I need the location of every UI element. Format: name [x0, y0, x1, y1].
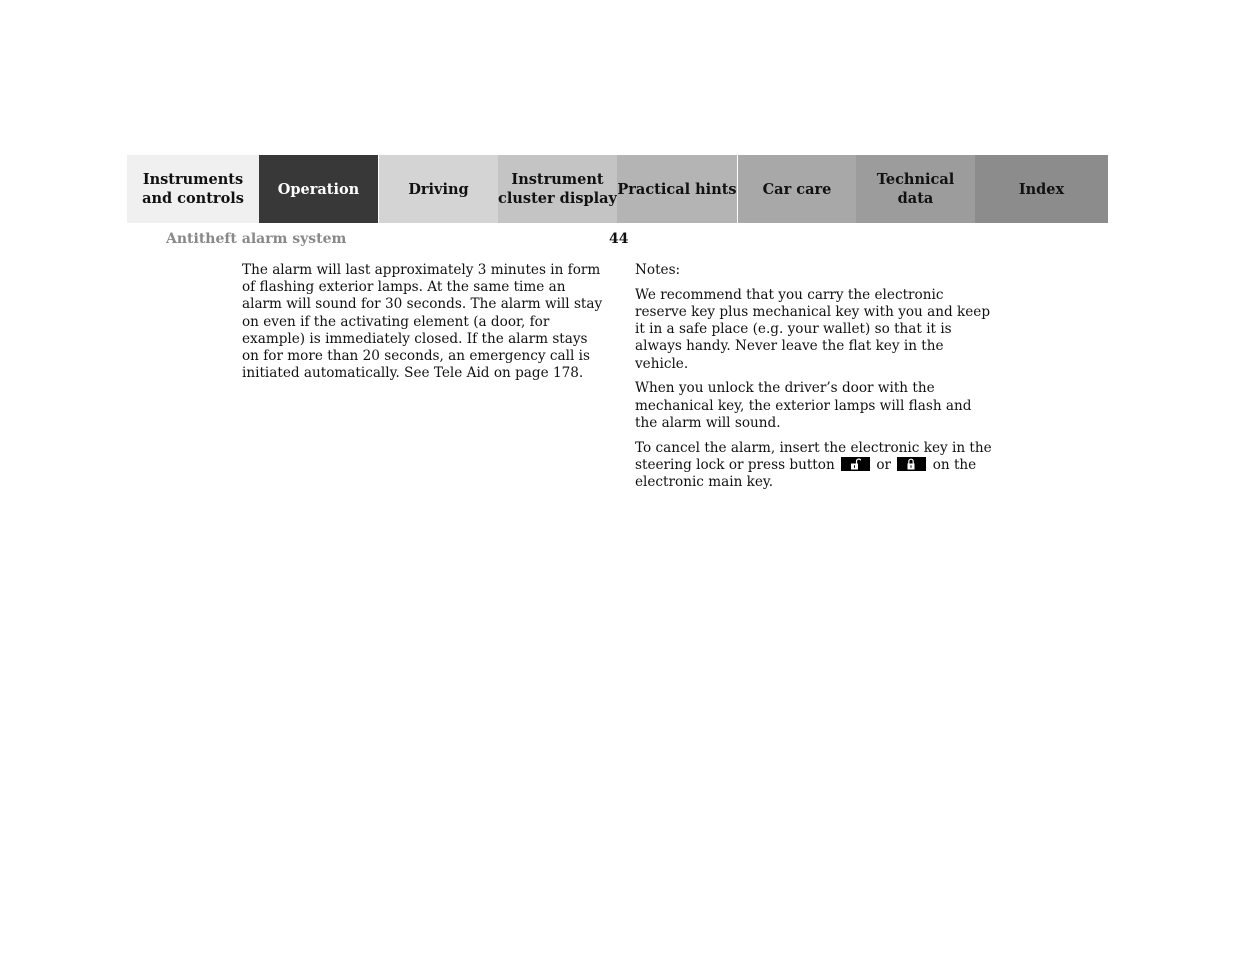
chapter-tab-bar [127, 155, 1108, 223]
tab-driving[interactable] [378, 155, 498, 223]
tab-index[interactable] [975, 155, 1108, 223]
tab-technical-data[interactable] [856, 155, 975, 223]
tab-label: Technical data [876, 171, 955, 207]
cancel-alarm-text-1: To cancel the alarm, insert the electronic key in the steering lock or press button [635, 439, 992, 473]
cancel-alarm-or: or [876, 456, 892, 473]
note-reserve-key: We recommend that you carry the electronic reserve key plus mechanical key with you and keep it in a safe place (e.g. your wallet) so that it is always handy. Never leave the flat key in the vehicle. [635, 286, 991, 372]
section-title: Antitheft alarm system [166, 231, 347, 247]
left-column [242, 262, 604, 390]
right-column [635, 262, 997, 499]
tab-label: Car care [762, 180, 832, 198]
tab-label: Practical hints [617, 180, 737, 198]
page-number: 44 [609, 231, 629, 247]
tab-instrument-cluster-display[interactable] [498, 155, 617, 223]
tab-operation[interactable] [259, 155, 378, 223]
tab-label: Driving [408, 180, 469, 198]
note-mechanical-key: When you unlock the driver’s door with the mechanical key, the exterior lamps will flash and the alarm will sound. [635, 380, 972, 431]
alarm-duration-paragraph: The alarm will last approximately 3 minutes in form of flashing exterior lamps. At the same time an alarm will sound for 30 seconds. The alarm will stay on even if the activating element (a door, for example) is immediately closed. If the alarm stays on for more than 20 seconds, an emergency call is initiated automatically. See Tele Aid on page 178. [242, 262, 603, 382]
notes-label: Notes: [635, 262, 681, 278]
tab-label: Index [1018, 180, 1065, 198]
tab-label: Operation [277, 180, 360, 198]
lock-button-icon [897, 457, 926, 471]
tab-label: Instrument cluster display [498, 171, 617, 207]
unlock-button-icon [841, 457, 870, 471]
tab-label: Instruments and controls [142, 171, 244, 207]
tab-practical-hints[interactable] [617, 155, 737, 223]
tab-car-care[interactable] [737, 155, 856, 223]
tab-instruments-and-controls[interactable] [127, 155, 259, 223]
cancel-alarm-text-2: on the electronic main key. [635, 456, 977, 491]
note-cancel-alarm [635, 440, 997, 492]
